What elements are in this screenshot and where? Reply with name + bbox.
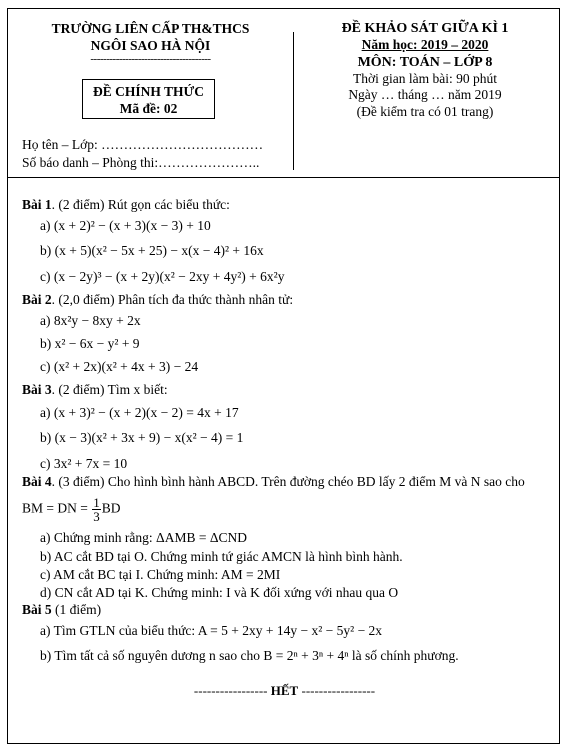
footer-right-dashes: -----------------	[301, 683, 376, 698]
header-dash-line: --------------------------------------	[90, 53, 211, 65]
pages-note: (Đề kiểm tra có 01 trang)	[356, 103, 494, 119]
problem-4c: c) AM cắt BC tại I. Chứng minh: AM = 2MI	[40, 567, 281, 582]
problem-4-description: . (3 điểm) Cho hình bình hành ABCD. Trên đường chéo BD lấy 2 điểm M và N sao cho	[51, 474, 525, 489]
problem-1c: c) (x − 2y)³ − (x + 2y)(x² − 2xy + 4y²) + 6x²y	[40, 269, 285, 284]
name-class-field: Họ tên – Lớp: ………………………………	[22, 137, 264, 152]
end-text: HẾT	[270, 683, 299, 698]
problem-1b: b) (x + 5)(x² − 5x + 25) − x(x − 4)² + 16x	[40, 243, 264, 258]
problem-5-description: (1 điểm)	[51, 602, 102, 617]
school-header	[8, 20, 293, 64]
problem-4a: a) Chứng minh rằng: ΔAMB = ΔCND	[40, 530, 248, 545]
problem-3-heading	[22, 382, 168, 398]
fraction-numerator: 1	[93, 495, 100, 510]
problem-3c: c) 3x² + 7x = 10	[40, 456, 128, 471]
end-marker	[0, 683, 569, 699]
problem-3b: b) (x − 3)(x² + 3x + 9) − x(x² − 4) = 1	[40, 430, 244, 445]
problem-1-heading	[22, 197, 230, 213]
problem-2c: c) (x² + 2x)(x² + 4x + 3) − 24	[40, 359, 199, 374]
problem-4-eq-right: BD	[101, 500, 121, 516]
problem-3-description: . (2 điểm) Tìm x biết:	[51, 382, 168, 397]
problem-2a: a) 8x²y − 8xy + 2x	[40, 313, 141, 328]
problem-1-description: . (2 điểm) Rút gọn các biểu thức:	[51, 197, 230, 212]
problem-3a: a) (x + 3)² − (x + 2)(x − 2) = 4x + 17	[40, 405, 239, 420]
school-year: Năm học: 2019 – 2020	[361, 37, 489, 52]
problem-2-label: Bài 2	[22, 292, 52, 307]
problem-1-label: Bài 1	[22, 197, 52, 212]
problem-2-heading	[22, 292, 293, 308]
one-third-fraction	[92, 496, 101, 523]
exam-code: Mã đề: 02	[119, 101, 178, 116]
duration: Thời gian làm bài: 90 phút	[353, 70, 497, 86]
exam-header	[296, 20, 554, 120]
problem-5a: a) Tìm GTLN của biểu thức: A = 5 + 2xy + 14y − x² − 5y² − 2x	[40, 623, 383, 638]
problem-4-heading	[22, 474, 525, 490]
problem-3-label: Bài 3	[22, 382, 52, 397]
official-title: ĐỀ CHÍNH THỨC	[92, 84, 204, 99]
problem-5-heading	[22, 602, 101, 618]
problem-1a: a) (x + 2)² − (x + 3)(x − 3) + 10	[40, 218, 211, 233]
subject: MÔN: TOÁN – LỚP 8	[357, 54, 493, 70]
problem-4-label: Bài 4	[22, 474, 52, 489]
fraction-denominator: 3	[93, 509, 100, 524]
problem-4-eq-left: BM = DN =	[22, 500, 88, 516]
school-name-line2: NGÔI SAO HÀ NỘI	[90, 38, 211, 53]
official-exam-box	[82, 79, 215, 119]
candidate-id-field: Số báo danh – Phòng thi:…………………..	[22, 155, 260, 170]
school-name-line1: TRƯỜNG LIÊN CẤP TH&THCS	[51, 21, 250, 36]
footer-left-dashes: -----------------	[193, 683, 268, 698]
problem-2-description: . (2,0 điểm) Phân tích đa thức thành nhân tử:	[51, 292, 294, 307]
header-vertical-divider	[293, 32, 294, 170]
problem-4d: d) CN cắt AD tại K. Chứng minh: I và K đối xứng với nhau qua O	[40, 585, 399, 600]
problem-5b: b) Tìm tất cả số nguyên dương n sao cho B = 2ⁿ + 3ⁿ + 4ⁿ là số chính phương.	[40, 648, 459, 663]
problem-2b: b) x² − 6x − y² + 9	[40, 336, 140, 351]
problem-4b: b) AC cắt BD tại O. Chứng minh tứ giác AMCN là hình bình hành.	[40, 549, 403, 564]
header-horizontal-divider	[7, 177, 560, 178]
exam-date: Ngày … tháng … năm 2019	[348, 87, 502, 102]
problem-4-condition	[22, 496, 121, 523]
problem-5-label: Bài 5	[22, 602, 52, 617]
exam-title: ĐỀ KHẢO SÁT GIỮA KÌ 1	[341, 21, 509, 36]
